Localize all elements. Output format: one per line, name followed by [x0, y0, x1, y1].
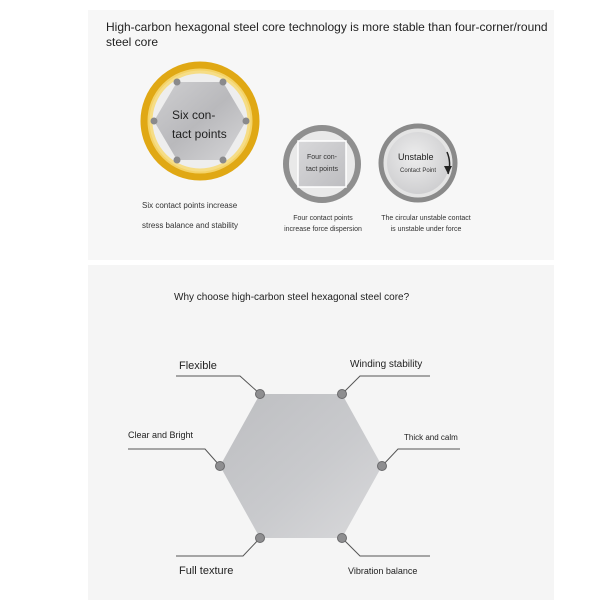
- feature-flexible: Flexible: [179, 360, 217, 372]
- four-caption-2: increase force dispersion: [284, 226, 362, 233]
- hex-inner-label-2: tact points: [172, 127, 227, 141]
- round-inner-label-1: Unstable: [398, 152, 434, 162]
- hex-caption-2: stress balance and stability: [142, 221, 239, 230]
- hex-caption-1: Six contact points increase: [142, 201, 238, 210]
- hex-inner-label-1: Six con-: [172, 108, 216, 122]
- question-heading: Why choose high-carbon steel hexagonal steel core?: [174, 292, 410, 303]
- round-caption-2: is unstable under force: [390, 226, 462, 233]
- feature-winding-stability: Winding stability: [350, 359, 423, 370]
- four-inner-label-1: Four con-: [307, 154, 337, 161]
- round-core: [387, 132, 449, 194]
- feature-hexagon-diagram: [128, 376, 460, 556]
- round-caption-1: The circular unstable contact: [381, 215, 471, 222]
- four-caption-1: Four contact points: [293, 215, 353, 222]
- round-core-diagram: [381, 126, 455, 200]
- round-inner-label-2: Contact Point: [399, 168, 437, 174]
- feature-vibration-balance: Vibration balance: [348, 566, 418, 576]
- feature-clear-and-bright: Clear and Bright: [128, 430, 194, 440]
- feature-thick-and-calm: Thick and calm: [404, 433, 458, 442]
- headline: High-carbon hexagonal steel core technology is more stable than four-corner/round steel core: [106, 20, 548, 49]
- feature-full-texture: Full texture: [179, 565, 234, 577]
- four-inner-label-2: tact points: [306, 166, 338, 173]
- big-hexagon: [220, 394, 382, 538]
